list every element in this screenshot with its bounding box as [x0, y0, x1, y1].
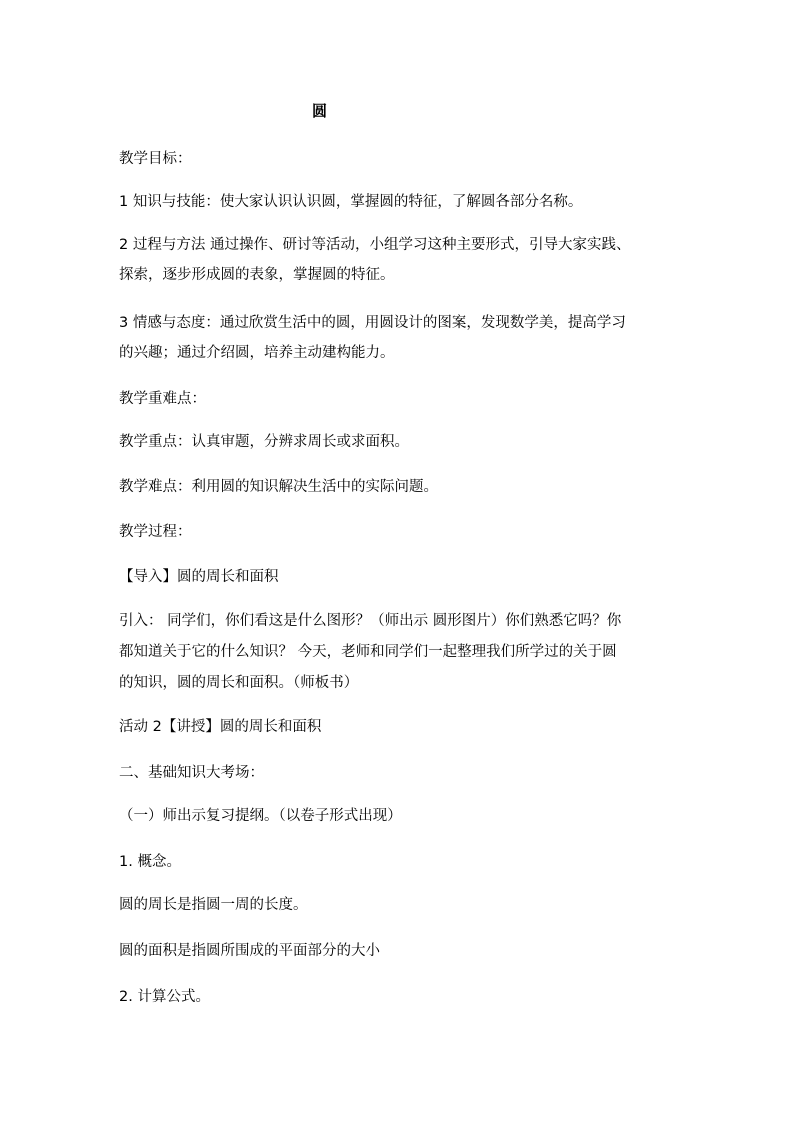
section-heading-process: 教学过程： — [119, 524, 192, 540]
paragraph-process-methods-line1: 2 过程与方法 通过操作、研讨等活动，小组学习这种主要形式，引导大家实践、 — [119, 237, 631, 253]
paragraph-intro-line2: 都知道关于它的什么知识？ 今天，老师和同学们一起整理我们所学过的关于圆 — [119, 644, 617, 660]
paragraph-review-outline: （一）师出示复习提纲。（以卷子形式出现） — [119, 808, 402, 824]
paragraph-knowledge-skills: 1 知识与技能：使大家认识认识圆，掌握圆的特征，了解圆各部分名称。 — [119, 194, 583, 210]
paragraph-intro-line1: 引入： 同学们，你们看这是什么图形？（师出示 圆形图片）你们熟悉它吗？你 — [119, 613, 622, 629]
list-item-concept: 1. 概念。 — [119, 854, 181, 870]
section-heading-objectives: 教学目标： — [119, 151, 192, 167]
paragraph-intro-line3: 的知识，圆的周长和面积。（师板书） — [119, 675, 359, 691]
paragraph-attitude-line1: 3 情感与态度：通过欣赏生活中的圆，用圆设计的图案，发现数学美，提高学习 — [119, 315, 626, 331]
list-item-formulas: 2. 计算公式。 — [119, 989, 210, 1005]
paragraph-attitude-line2: 的兴趣；通过介绍圆，培养主动建构能力。 — [119, 345, 395, 361]
section-activity-heading: 活动 2【讲授】圆的周长和面积 — [119, 719, 322, 735]
section-basic-knowledge: 二、基础知识大考场： — [119, 765, 264, 781]
section-heading-key-points: 教学重难点： — [119, 391, 206, 407]
paragraph-process-methods-line2: 探索，逐步形成圆的表象，掌握圆的特征。 — [119, 267, 395, 283]
paragraph-circumference-definition: 圆的周长是指圆一周的长度。 — [119, 897, 308, 913]
paragraph-area-definition: 圆的面积是指圆所围成的平面部分的大小 — [119, 943, 380, 959]
section-intro-heading: 【导入】圆的周长和面积 — [119, 569, 279, 585]
paragraph-difficult-point: 教学难点：利用圆的知识解决生活中的实际问题。 — [119, 479, 438, 495]
document-title: 圆 — [312, 102, 328, 120]
paragraph-key-point: 教学重点：认真审题，分辨求周长或求面积。 — [119, 434, 409, 450]
